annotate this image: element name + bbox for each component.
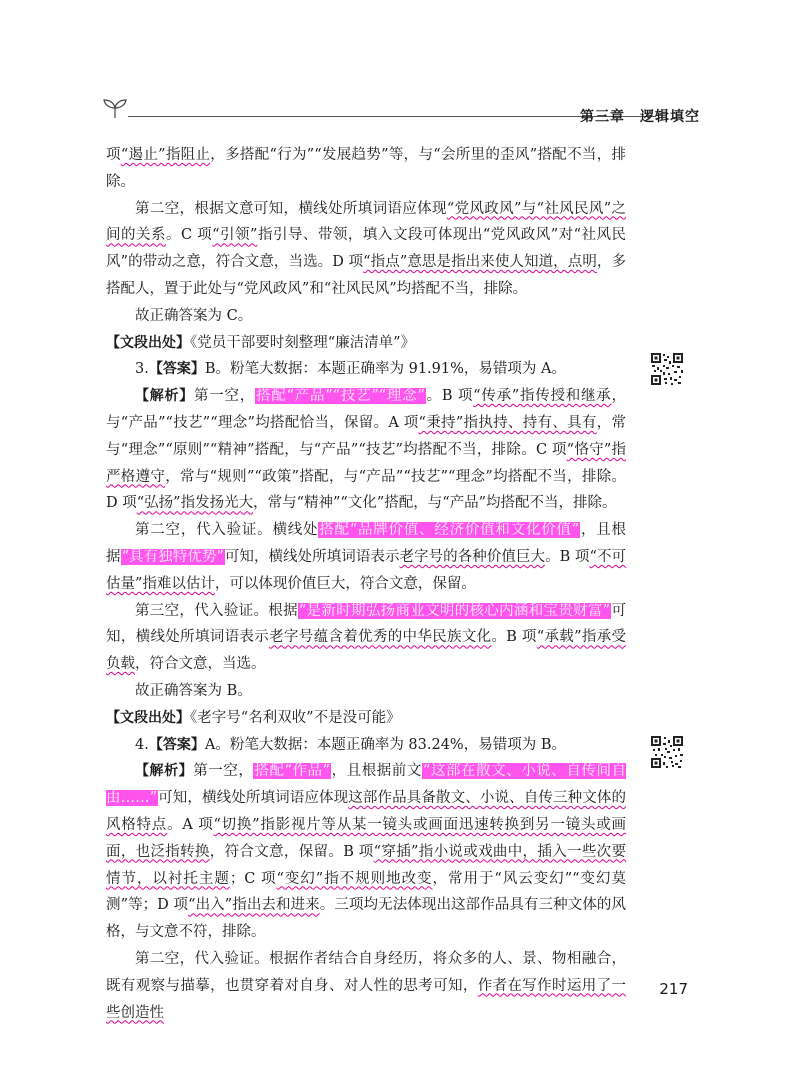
page-header: [100, 96, 700, 126]
answer-line: 4.【答案】A。粉笔大数据：本题正确率为 83.24%，易错项为 B。: [135, 736, 566, 753]
analysis-paragraph: 【解析】第一空，搭配“作品”，且根据前文“这部在散文、小说、自传间自由……”可知，横线处所填词语应体现这部作品具备散文、小说、自传三种文体的风格特点。A 项“切换”指影视片等从某一镜头或画面迅速转换到另一镜头或画面，也泛指转换，符合文意，保留。B 项“穿插”指小说或戏曲中，插入一些次要情节，以衬托主题；C 项“变幻”指不规则地改变，常用于“风云变幻”“变幻莫测”等；D 项“出入”指出去和进来。三项均无法体现出这部作品具有三种文体的风格，与文意不符，排除。: [106, 763, 627, 941]
paragraph: 故正确答案为 C。: [135, 307, 253, 324]
source-line: 【文段出处】《老字号“名利双收”不是没可能》: [106, 709, 401, 726]
chapter-title: 第三章 逻辑填空: [580, 109, 700, 125]
sprout-icon: [102, 96, 128, 120]
paragraph: 第二空，代入验证。根据作者结合自身经历，将众多的人、景、物相融合，既有观察与描摹，也贯穿着对自身、对人性的思考可知，作者在写作时运用了一些创造性: [106, 950, 627, 1021]
paragraph: 故正确答案为 B。: [135, 682, 252, 699]
paragraph: 第二空，代入验证。横线处搭配“品牌价值、经济价值和文化价值”，且根据“具有独特优势”可知，横线处所填词语表示老字号的各种价值巨大。B 项“不可估量”指难以估计，可以体现价值巨大，符合文意，保留。: [106, 522, 627, 592]
header-rule: [128, 116, 656, 117]
paragraph: 第二空，根据文意可知，横线处所填词语应体现“党风政风”与“社风民风”之间的关系。C 项“引领”指引导、带领，填入文段可体现出“党风政风”对“社风民风”的带动之意，符合文意，当选。D 项“指点”意思是指出来使人知道，点明，多搭配人，置于此处与“党风政风”和“社风民风”均搭配不当，排除。: [106, 200, 627, 297]
qr-code-icon[interactable]: [650, 735, 684, 769]
paragraph: 项“遏止”指阻止，多搭配“行为”“发展趋势”等，与“会所里的歪风”搭配不当，排除。: [106, 147, 627, 190]
source-line: 【文段出处】《党员干部要时刻整理“廉洁清单”》: [106, 334, 416, 351]
page-number: 217: [659, 980, 688, 998]
qr-code-icon[interactable]: [650, 352, 684, 386]
answer-line: 3.【答案】B。粉笔大数据：本题正确率为 91.91%，易错项为 A。: [135, 361, 566, 378]
paragraph: 第三空，代入验证。根据“是新时期弘扬商业文明的核心内涵和宝贵财富”可知，横线处所填词语表示老字号蕴含着优秀的中华民族文化。B 项“承载”指承受负载，符合文意，当选。: [106, 602, 627, 673]
analysis-paragraph: 【解析】第一空，搭配“产品”“技艺”“理念”。B 项“传承”指传授和继承，与“产品”“技艺”“理念”均搭配恰当，保留。A 项“秉持”指执持、持有、具有，常与“理念”“原则”“精神”搭配，与“产品”“技艺”均搭配不当，排除。C 项“恪守”指严格遵守，常与“规则”“政策”搭配，与“产品”“技艺”“理念”均搭配不当，排除。D 项“弘扬”指发扬光大，常与“精神”“文化”搭配，与“产品”均搭配不当，排除。: [106, 388, 627, 512]
page-body: [106, 142, 626, 1026]
